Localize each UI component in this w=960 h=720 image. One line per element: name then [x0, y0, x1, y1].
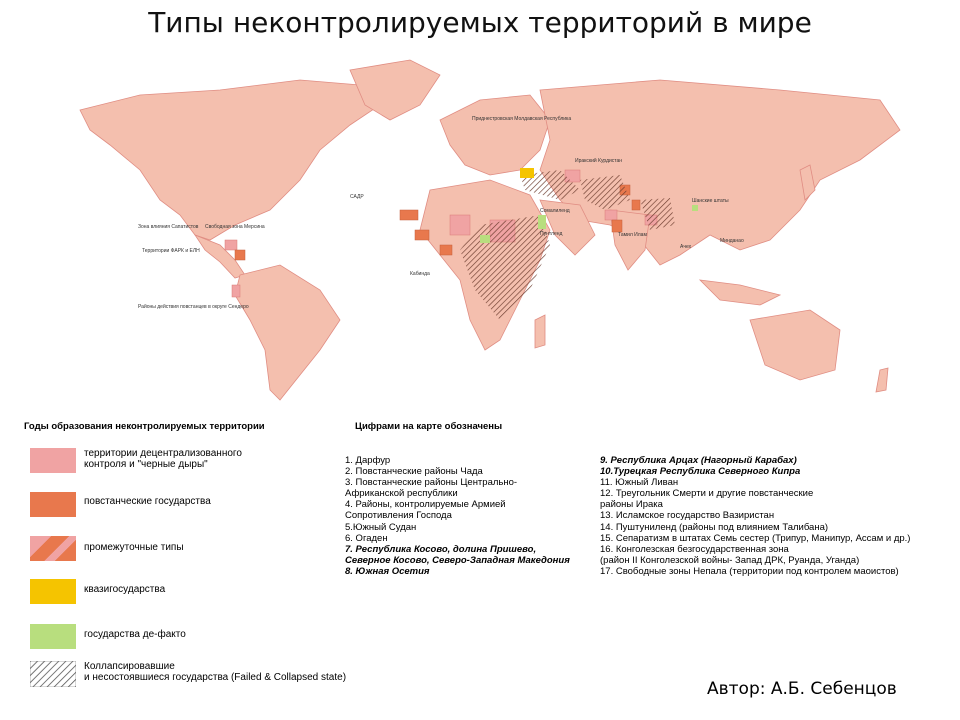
label-mindanao: Минданао: [720, 238, 744, 244]
legend-swatch-failed: [30, 661, 76, 687]
list-item: 10.Турецкая Республика Северного Кипра: [600, 466, 801, 478]
legend-swatch-intermediate: [30, 536, 76, 561]
author-credit: Автор: А.Б. Себенцов: [707, 679, 897, 699]
label-sendero: Районы действия повстанцев в округе Сендеро: [138, 304, 249, 310]
list-item: Северное Косово, Северо-Западная Македония: [345, 554, 570, 566]
legend-label-intermediate: промежуточные типы: [84, 542, 184, 553]
numbered-list-col2: [600, 455, 910, 577]
region-quasi: [520, 168, 534, 178]
label-aceh: Ачех: [680, 244, 692, 250]
legend-swatch-defacto: [30, 624, 76, 649]
list-item: 6. Огаден: [345, 532, 388, 544]
world-map: [20, 50, 940, 410]
list-item: 8. Южная Осетия: [345, 565, 430, 577]
list-item: 11. Южный Ливан: [600, 477, 679, 489]
list-item: 17. Свободные зоны Непала (территории под контролем маоистов): [600, 565, 899, 577]
label-sadr: САДР: [350, 194, 364, 200]
list-item: Африканской республики: [345, 488, 458, 500]
list-item: 7. Республика Косово, долина Пришево,: [345, 543, 537, 555]
australia: [750, 310, 840, 380]
list-item: 2. Повстанческие районы Чада: [345, 466, 483, 478]
list-item: 13. Исламское государство Вазиристан: [600, 510, 775, 522]
list-item: 12. Треугольник Смерти и другие повстанческие: [600, 488, 814, 500]
numbered-list-col1: [345, 455, 570, 577]
indonesia: [700, 280, 780, 305]
label-puntland: Пунтленд: [540, 231, 563, 237]
legend-swatch-quasi: [30, 579, 76, 604]
list-item: 4. Районы, контролируемые Армией: [345, 499, 506, 511]
legend-title: Годы образования неконтролируемых территории: [24, 421, 265, 432]
list-item: 3. Повстанческие районы Центрально-: [345, 477, 518, 489]
label-transnistria: Приднестровская Молдавская Республика: [472, 116, 572, 122]
legend-label-quasi: квазигосударства: [84, 584, 166, 595]
legend-label-defacto: государства де-факто: [84, 629, 186, 640]
list-item: 15. Сепаратизм в штатах Семь сестер (Трипур, Манипур, Ассам и др.): [600, 532, 911, 544]
north-america: [80, 80, 380, 240]
list-item: Сопротивления Господа: [345, 510, 452, 522]
south-america: [235, 265, 340, 400]
label-kurdistan: Иракский Курдистан: [575, 158, 623, 164]
label-tamil: Тамил Илам: [618, 232, 647, 238]
label-guerrilla: Свободная зона Мерсина: [205, 224, 265, 230]
label-cabinda: Кабинда: [410, 271, 430, 277]
label-farc: Территории ФАРК и ЕЛН: [142, 248, 200, 254]
list-item: 16. Конголезская безгосударственная зона: [600, 543, 789, 555]
numbered-list-title: Цифрами на карте обозначены: [355, 421, 503, 432]
list-item: 1. Дарфур: [345, 455, 391, 466]
list-item: (район II Конголезской войны- Запад ДРК, Руанда, Уганда): [600, 554, 860, 566]
list-item: 14. Пуштуниленд (районы под влиянием Талибана): [600, 521, 829, 533]
label-shan: Шанские штаты: [692, 198, 729, 204]
europe: [440, 95, 550, 175]
new-zealand: [876, 368, 888, 392]
legend-swatch-insurgent: [30, 492, 76, 517]
label-somaliland: Сомалиленд: [540, 208, 570, 214]
list-item: районы Ирака: [600, 499, 663, 511]
page-title: Типы неконтролируемых территорий в мире: [148, 6, 812, 39]
legend-label-failed: Коллапсировавшие и несостоявшиеся государства (Failed & Collapsed state): [84, 661, 347, 683]
list-item: 9. Республика Арцах (Нагорный Карабах): [600, 455, 797, 466]
legend-swatch-decentralized: [30, 448, 76, 473]
label-zapatistas: Зона влияния Сапатистов: [138, 224, 199, 230]
legend-label-decentralized: территории децентрализованного контроля и "черные дыры": [84, 448, 242, 470]
legend-label-insurgent: повстанческие государства: [84, 496, 211, 507]
list-item: 5.Южный Судан: [345, 521, 417, 533]
madagascar: [535, 315, 545, 348]
